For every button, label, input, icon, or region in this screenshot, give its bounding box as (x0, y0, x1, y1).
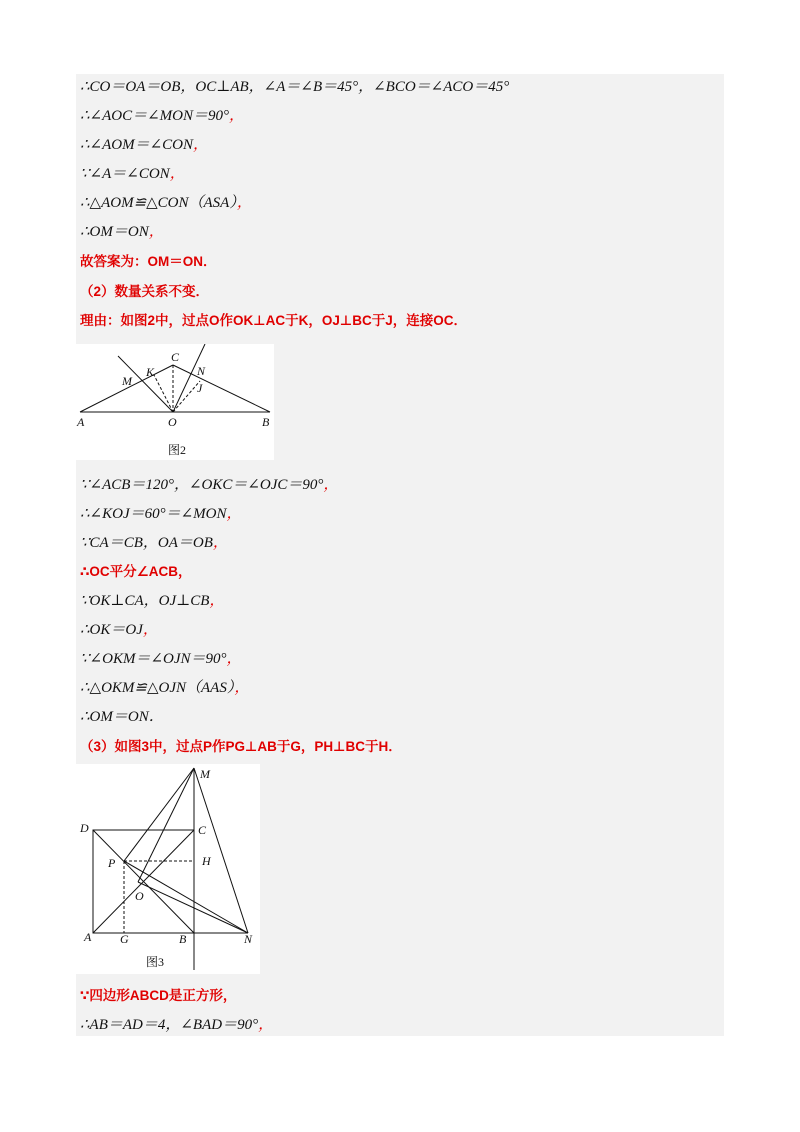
label-G: G (120, 932, 129, 946)
label-A: A (84, 930, 92, 944)
label-C: C (171, 350, 180, 364)
segment-OJ (173, 381, 200, 412)
label-H: H (202, 854, 211, 868)
step-line: ∴OK＝OJ， (80, 622, 158, 638)
label-B: B (179, 932, 187, 946)
segment-AC (80, 365, 173, 412)
answer-line: 故答案为：OM＝ON． (80, 254, 217, 269)
figure-2-caption: 图2 (168, 443, 187, 457)
label-N: N (197, 364, 206, 378)
label-J: J (197, 381, 203, 395)
step-line: ∵∠OKM＝∠OJN＝90°， (80, 651, 242, 667)
step-line: ∴AB＝AD＝4，∠BAD＝90°， (80, 1017, 274, 1033)
step-line: ∵CA＝CB，OA＝OB， (80, 535, 228, 551)
step-line: ∴CO＝OA＝OB，OC⊥AB，∠A＝∠B＝45°，∠BCO＝∠ACO＝45° (80, 79, 510, 95)
figure-3 (76, 764, 260, 974)
label-M: M (122, 374, 132, 388)
label-O: O (168, 415, 177, 429)
step-line: ∵∠A＝∠CON， (80, 166, 185, 182)
step-line: ∵∠ACB＝120°，∠OKC＝∠OJC＝90°， (80, 477, 339, 493)
segment-OK (154, 375, 173, 412)
part-2-heading: （2）数量关系不变． (80, 284, 210, 299)
step-line: ∴OM＝ON， (80, 224, 164, 240)
figure-2 (76, 344, 274, 460)
label-A: A (77, 415, 85, 429)
label-D: D (80, 821, 89, 835)
step-line: ∴∠AOC＝∠MON＝90°， (80, 108, 245, 124)
step-line: ∵OK⊥CA，OJ⊥CB， (80, 593, 225, 609)
square-statement: ∵四边形ABCD是正方形， (80, 988, 237, 1003)
label-O: O (135, 889, 144, 903)
step-line: ∴△OKM≌△OJN（AAS）， (80, 680, 250, 696)
reason-line: 理由：如图2中，过点O作OK⊥AC于K，OJ⊥BC于J，连接OC． (80, 313, 467, 328)
label-M: M (200, 767, 210, 781)
step-line: ∴∠AOM＝∠CON， (80, 137, 209, 153)
label-K: K (146, 365, 155, 379)
segment-ON (138, 882, 248, 933)
segment-MP (124, 768, 194, 861)
part-3-heading: （3）如图3中，过点P作PG⊥AB于G，PH⊥BC于H． (80, 739, 402, 754)
label-B: B (262, 415, 270, 429)
bisector-line: ∴OC平分∠ACB， (80, 564, 192, 579)
label-C: C (198, 823, 207, 837)
step-line: ∴△AOM≌△CON（ASA）， (80, 195, 252, 211)
segment-MN (194, 768, 248, 933)
step-line: ∴∠KOJ＝60°＝∠MON， (80, 506, 242, 522)
segment-MO (138, 768, 194, 882)
figure-3-caption: 图3 (146, 955, 165, 969)
label-N: N (244, 932, 253, 946)
segment-CB (173, 365, 270, 412)
step-line: ∴OM＝ON． (80, 709, 164, 725)
label-P: P (108, 856, 116, 870)
